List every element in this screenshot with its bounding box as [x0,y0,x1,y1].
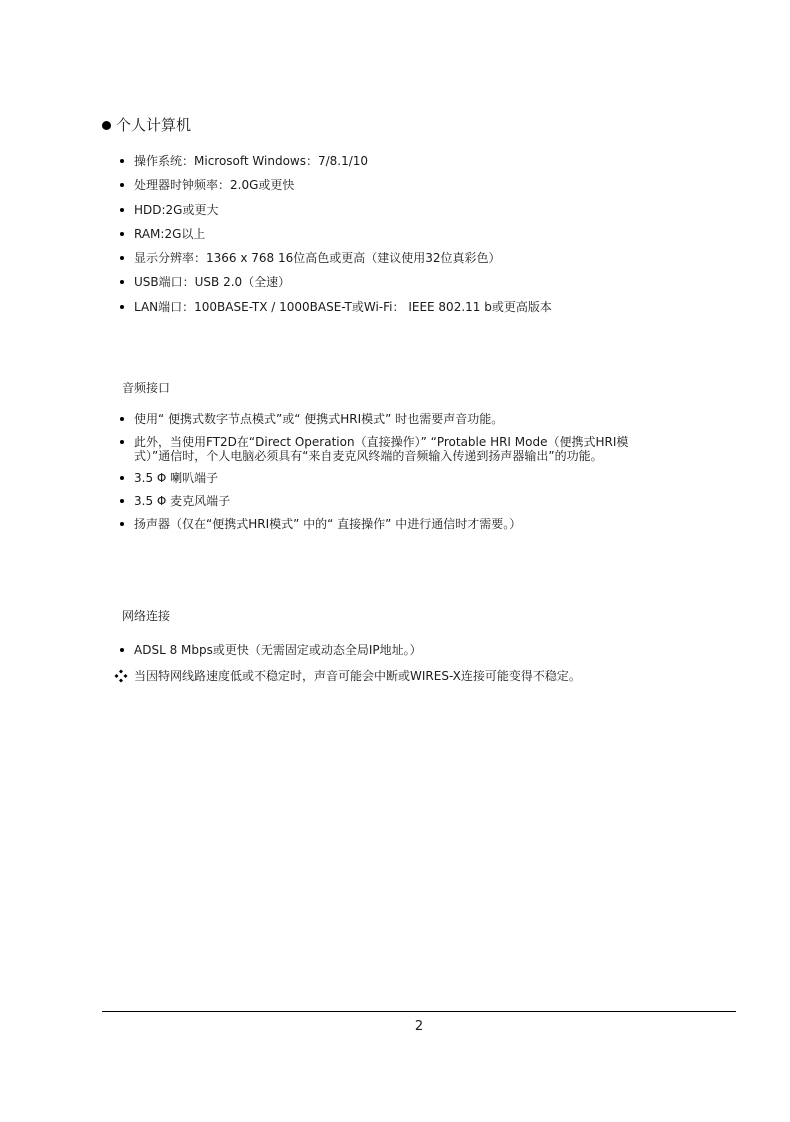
bullet-icon [120,440,124,444]
bullet-icon [120,280,124,284]
network-connection-heading: 网络连接 [122,609,171,623]
list-item: USB端口：USB 2.0（全速） [118,275,552,299]
bullet-icon [120,648,124,652]
page-number: 2 [414,1019,424,1034]
list-item: RAM:2G以上 [118,227,552,251]
network-note [114,669,581,683]
list-item: 处理器时钟频率：2.0G或更快 [118,178,552,202]
bullet-icon [120,159,124,163]
bullet-icon [120,183,124,187]
list-item: HDD:2G或更大 [118,203,552,227]
network-requirements-list [118,643,422,657]
section-title: 个人计算机 [116,116,192,134]
list-item: ADSL 8 Mbps或更快（无需固定或动态全局IP地址。） [118,643,422,657]
list-item: 此外，当使用FT2D在“Direct Operation（直接操作）” “Protable HRI Mode（便携式HRI模式）”通信时，个人电脑必须具有“来自麦克风终端的音频输入传递到扬声器输出”的功能。 [118,435,658,463]
bullet-icon [120,256,124,260]
audio-requirements-list [118,412,658,540]
footer-divider [102,1011,736,1012]
list-item: 3.5 Φ 麦克风端子 [118,494,658,508]
list-item: 扬声器（仅在“便携式HRI模式” 中的“ 直接操作” 中进行通信时才需要。） [118,517,658,531]
bullet-icon [120,208,124,212]
bullet-dot-icon [102,121,111,130]
bullet-icon [120,232,124,236]
bullet-icon [120,305,124,309]
note-text: 当因特网线路速度低或不稳定时，声音可能会中断或WIRES-X连接可能变得不稳定。 [134,669,581,683]
bullet-icon [120,476,124,480]
list-item: 3.5 Φ 喇叭端子 [118,471,658,485]
bullet-icon [120,499,124,503]
four-diamond-icon [114,669,128,683]
list-item: 操作系统：Microsoft Windows：7/8.1/10 [118,154,552,178]
bullet-icon [120,522,124,526]
list-item: 显示分辨率：1366 x 768 16位高色或更高（建议使用32位真彩色） [118,251,552,275]
list-item: LAN端口：100BASE-TX / 1000BASE-T或Wi-Fi： IEEE 802.11 b或更高版本 [118,300,552,324]
audio-interface-heading: 音频接口 [122,381,171,395]
section-heading [102,116,191,134]
list-item: 使用“ 便携式数字节点模式”或“ 便携式HRI模式” 时也需要声音功能。 [118,412,658,426]
pc-requirements-list [118,154,552,324]
bullet-icon [120,417,124,421]
